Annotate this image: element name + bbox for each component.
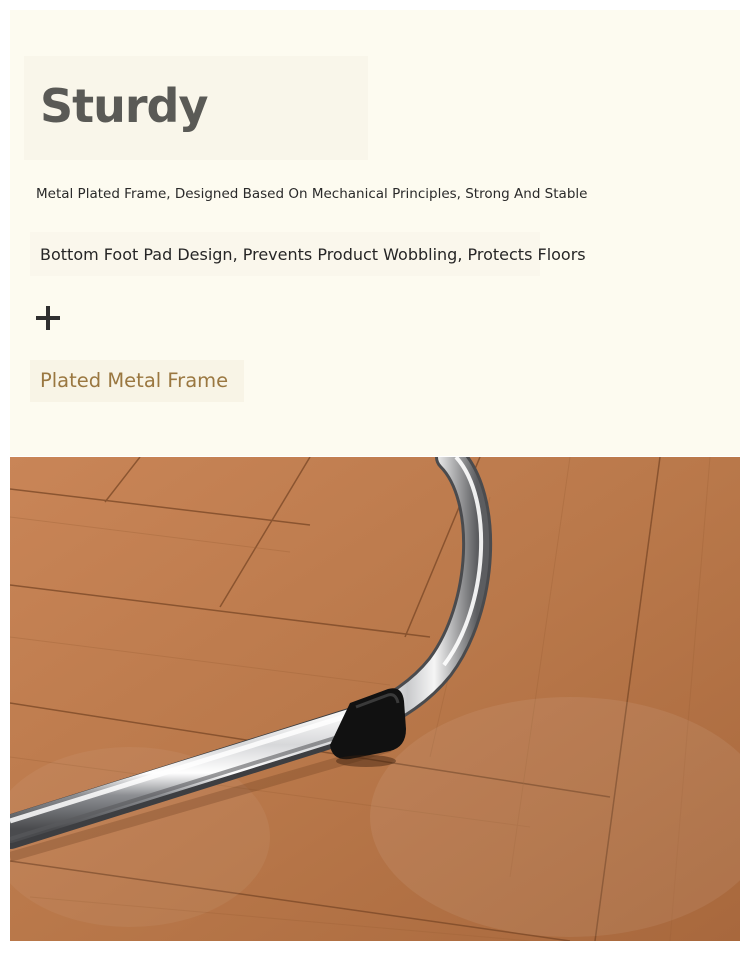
plus-icon: [36, 306, 60, 330]
product-photo: [10, 457, 740, 941]
feature-label: Plated Metal Frame: [40, 369, 229, 392]
primary-description: Metal Plated Frame, Designed Based On Mechanical Principles, Strong And Stable: [36, 186, 588, 202]
page-title: Sturdy: [40, 79, 208, 133]
secondary-description: Bottom Foot Pad Design, Prevents Product Wobbling, Protects Floors: [40, 245, 586, 264]
chrome-frame-photo: [10, 457, 740, 941]
